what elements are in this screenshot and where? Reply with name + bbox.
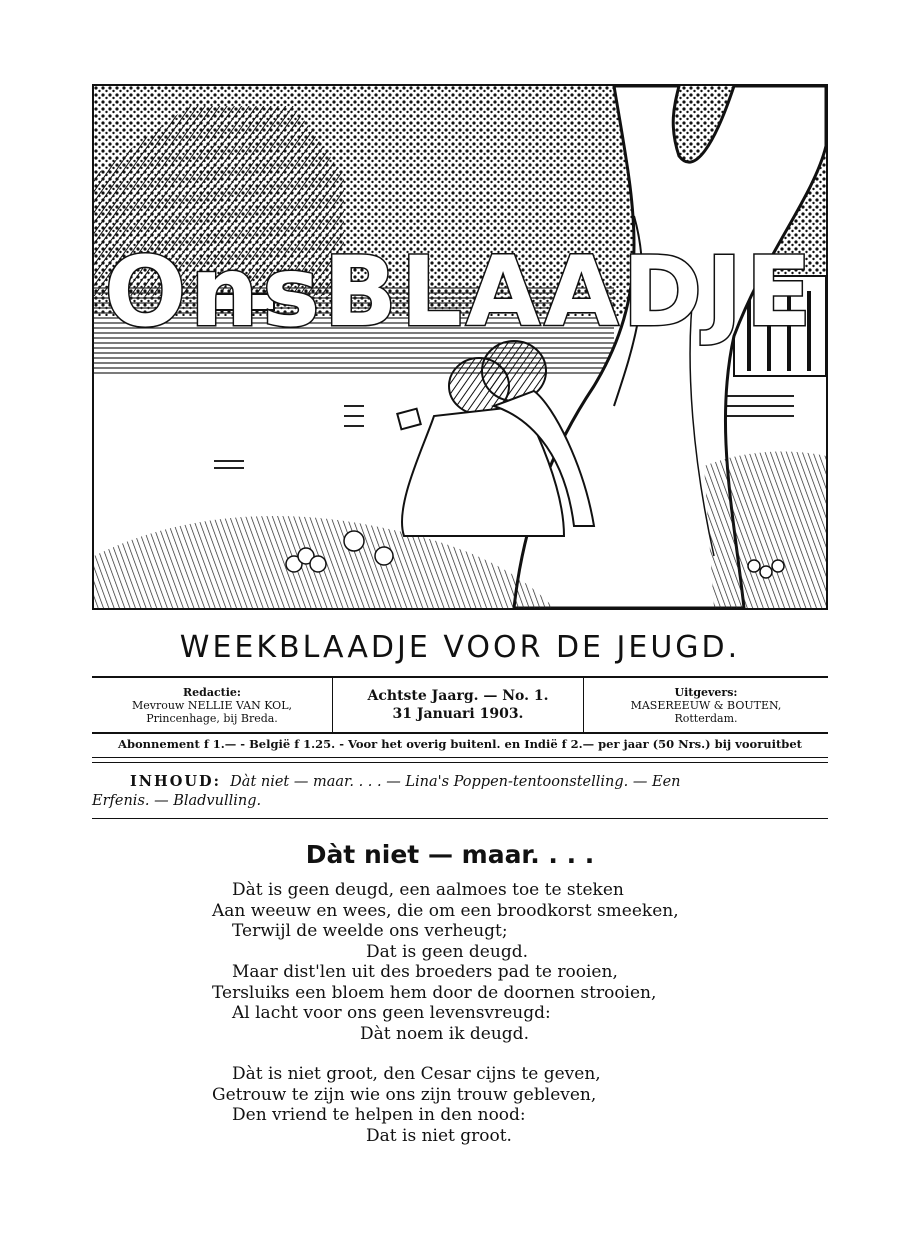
poem-title: Dàt niet — maar. . . . [305,840,595,869]
editor-name: Mevrouw NELLIE VAN KOL, [131,698,292,712]
poem-line: Den vriend te helpen in den nood: [232,1105,526,1125]
poem-line: Dat is niet groot. [366,1125,512,1146]
double-rule [92,757,828,763]
publisher-place: Rotterdam. [674,711,738,725]
masthead-illustration [92,84,828,610]
poem-line: Dàt noem ik deugd. [360,1023,529,1044]
poem-line: Dat is geen deugd. [366,941,528,962]
poem-line: Aan weeuw en wees, die om een broodkorst smeeken, [212,900,679,921]
contents-block [92,772,828,811]
editor-info [92,678,333,732]
contents-rule [92,818,828,819]
poem-line: Tersluiks een bloem hem door de doornen strooien, [212,982,657,1003]
poem-line: Dàt is niet groot, den Cesar cijns te geven, [232,1064,601,1084]
info-bar [92,676,828,734]
subtitle: WEEKBLAADJE VOOR DE JEUGD. [179,630,741,665]
contents-heading: INHOUD: [130,773,221,790]
volume-number: Achtste Jaarg. — No. 1. [367,688,549,704]
poem-line: Maar dist'len uit des broeders pad te rooien, [232,962,618,982]
subscription-line: Abonnement f 1.— - België f 1.25. - Voor het overig buitenl. en Indië f 2.— per jaar (50 Nrs.) bij vooruitbet [118,737,802,751]
contents-line-1: Dàt niet — maar. . . . — Lina's Poppen-tentoonstelling. — Een [230,774,681,790]
issue-date: 31 Januari 1903. [392,706,524,722]
poem-line: Getrouw te zijn wie ons zijn trouw gebleven, [212,1084,597,1105]
masthead-title: OnsBLAADJE [104,236,816,348]
poem [0,880,900,1146]
editor-place: Princenhage, bij Breda. [146,711,278,725]
publisher-info [584,678,828,732]
poem-line: Al lacht voor ons geen levensvreugd: [232,1003,551,1023]
publisher-label: Uitgevers: [674,685,738,699]
poem-line: Terwijl de weelde ons verheugt; [232,921,508,941]
editor-label: Redactie: [183,685,241,699]
contents-line-2: Erfenis. — Bladvulling. [92,793,262,809]
publisher-name: MASEREEUW & BOUTEN, [630,698,782,712]
poem-line: Dàt is geen deugd, een aalmoes toe te steken [232,880,624,900]
issue-info [333,678,584,732]
